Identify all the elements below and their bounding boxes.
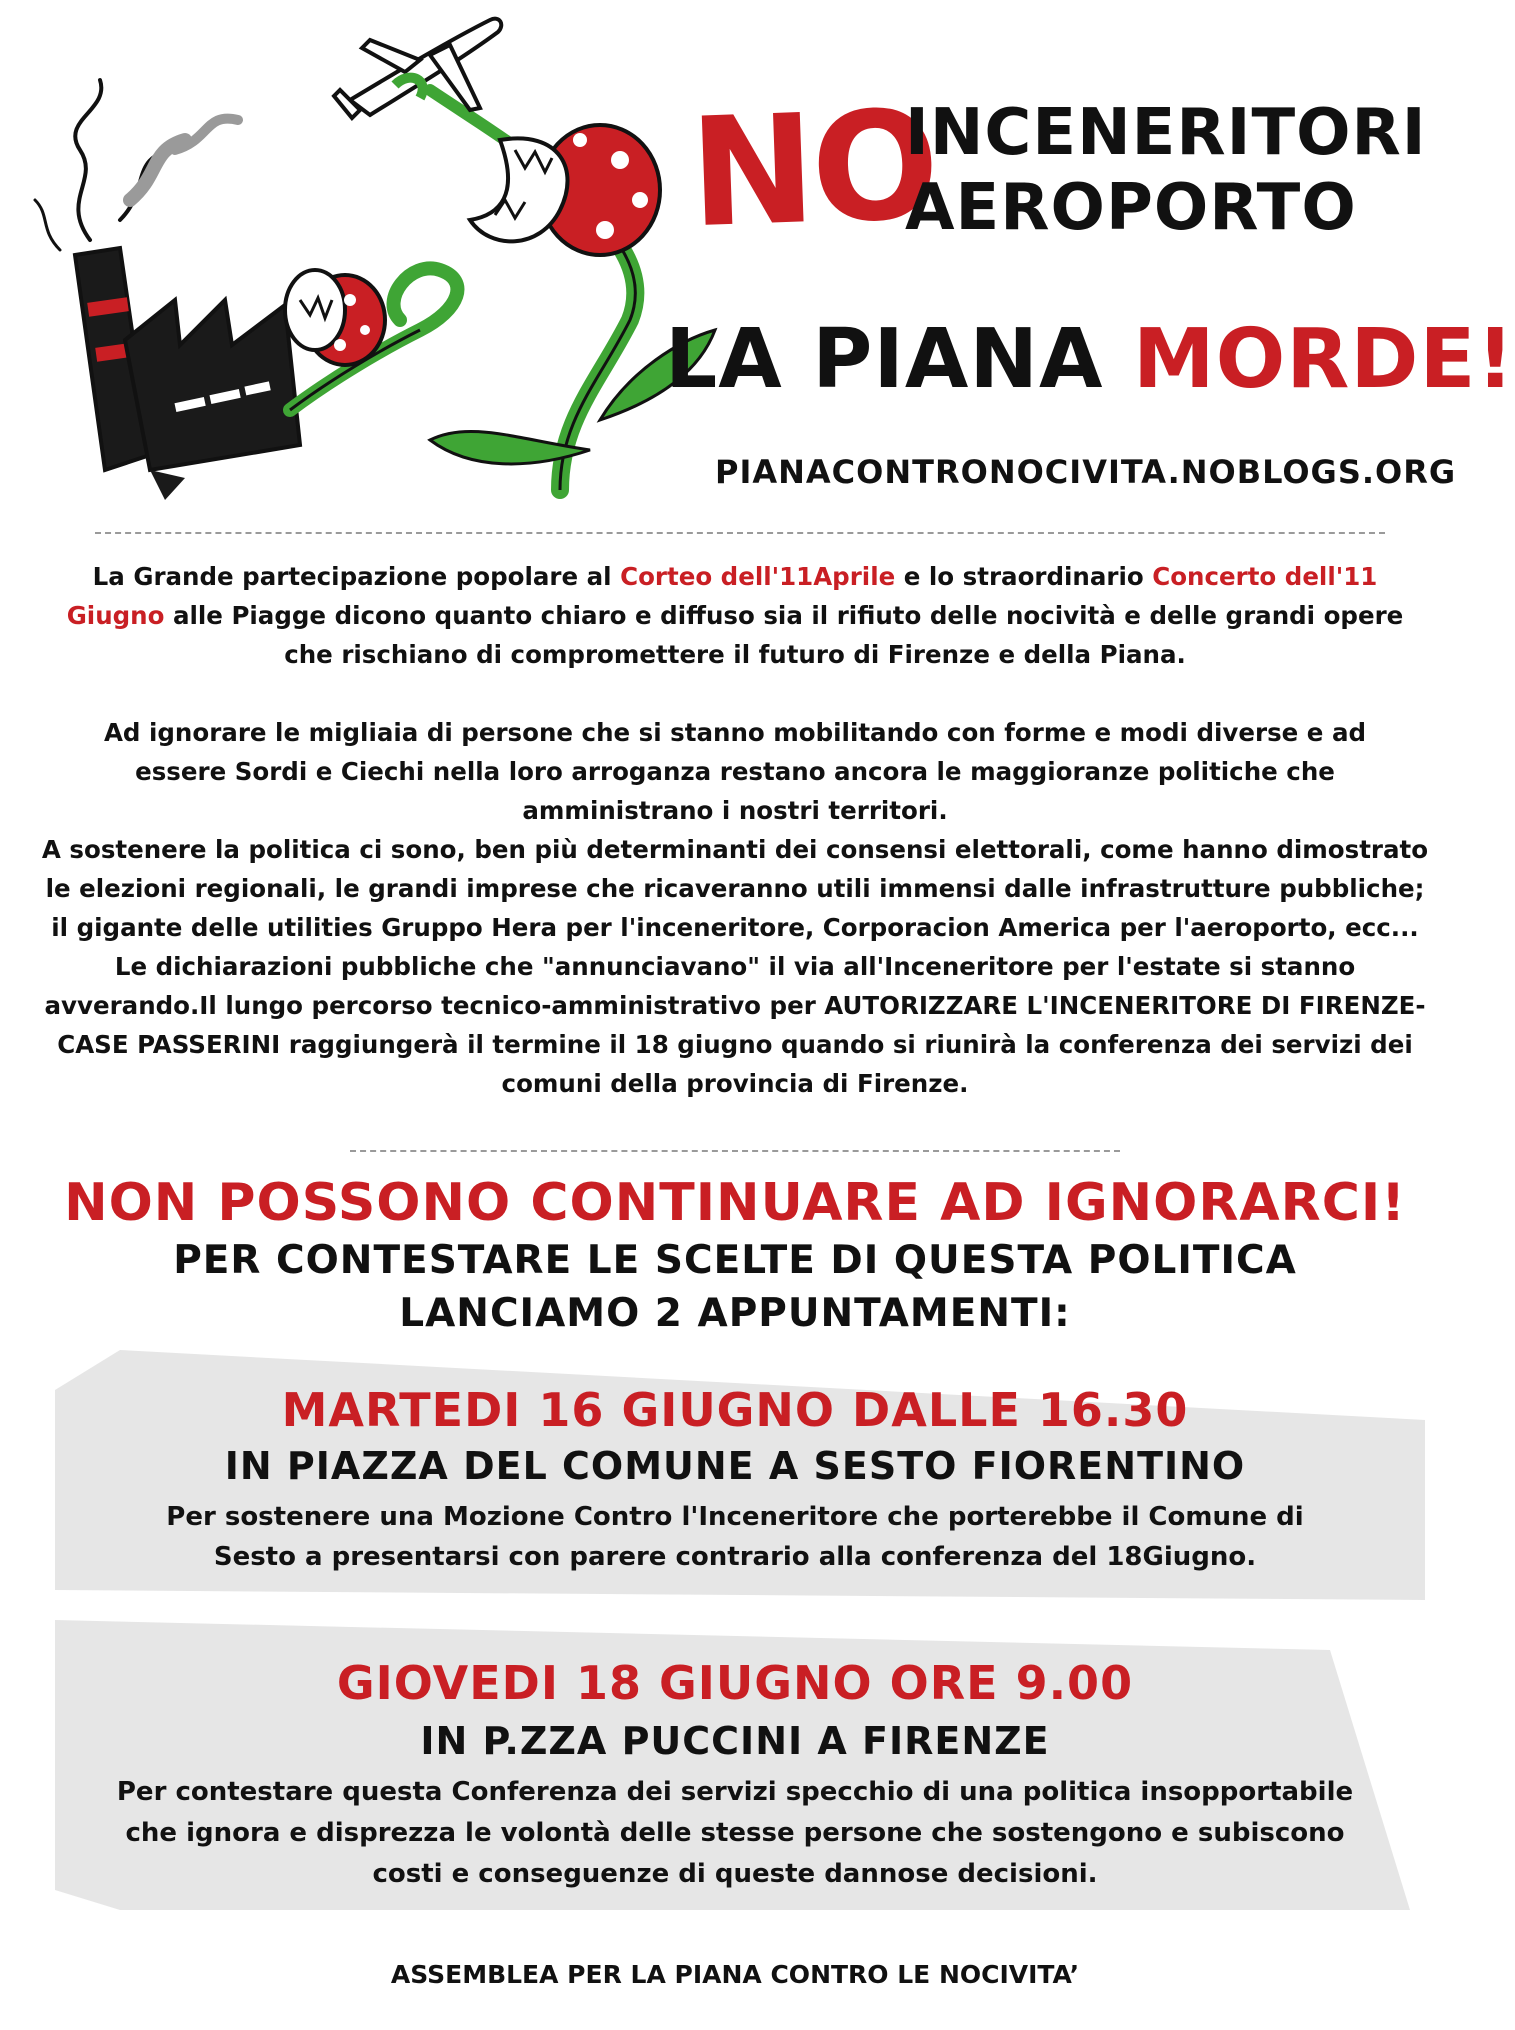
paragraph-1 [40, 557, 1430, 674]
paragraph-spacer [40, 674, 1430, 713]
event-card [0, 1620, 1470, 1920]
airplane-icon [334, 19, 501, 118]
headline: NON POSSONO CONTINUARE AD IGNORARCI! [64, 1173, 1406, 1233]
smoke-icon [35, 80, 240, 250]
divider-middle [350, 1150, 1120, 1152]
paragraph-2: Ad ignorare le migliaia di persone che si stanno mobilitando con forme e modi diverse e ad essere Sordi e Ciechi nella loro arroganza restano ancora le maggioranze politiche che amministrano i nostri territori. [103, 718, 1367, 825]
footer-signature: ASSEMBLEA PER LA PIANA CONTRO LE NOCIVITA’ [390, 1960, 1080, 1989]
paragraph-1-run: e lo straordinario [895, 562, 1153, 591]
event-place: IN PIAZZA DEL COMUNE A SESTO FIORENTINO [224, 1444, 1246, 1488]
paragraph-1-run: Concerto dell'11 Giugno [66, 562, 1378, 630]
subheadline-1: PER CONTESTARE LE SCELTE DI QUESTA POLITICA [173, 1238, 1297, 1283]
no-title: NO [687, 78, 939, 262]
intro-text [40, 557, 1430, 1103]
slogan [665, 312, 1515, 407]
paragraph-1-run: La Grande partecipazione popolare al [92, 562, 621, 591]
website-link[interactable]: PIANACONTRONOCIVITA.NOBLOGS.ORG [715, 453, 1457, 491]
divider-top [95, 532, 1385, 534]
event-date: GIOVEDI 18 GIUGNO ORE 9.00 [336, 1656, 1134, 1710]
event-description: Per sostenere una Mozione Contro l'Inceneritore che porterebbe il Comune di Sesto a presentarsi con parere contrario alla conferenza del 18Giugno. [166, 1502, 1304, 1572]
slogan-part-2: MORDE! [1132, 312, 1515, 407]
title-line-1: INCENERITORI [905, 96, 1427, 170]
paragraph-4: Le dichiarazioni pubbliche che "annunciavano" il via all'Inceneritore per l'estate si stanno avverando.Il lungo percorso tecnico-amministrativo per AUTORIZZARE L'INCENERITORE DI FIRENZE-CASE PASSERINI raggiungerà il termine il 18 giugno quando si riunirà la conferenza dei servizi dei comuni della provincia di Firenze. [44, 952, 1426, 1098]
paragraph-1-run: Corteo dell'11Aprile [620, 562, 896, 591]
event-description: Per contestare questa Conferenza dei servizi specchio di una politica insopportabile che ignora e disprezza le volontà delle stesse persone che sostengono e subiscono costi e conseguenze di queste dannose decisioni. [116, 1777, 1354, 1889]
header-illustration [0, 0, 720, 510]
event-card [0, 1350, 1470, 1600]
incinerator-icon [75, 248, 300, 500]
paragraph-3: A sostenere la politica ci sono, ben più determinanti dei consensi elettorali, come hanno dimostrato le elezioni regionali, le grandi imprese che ricaveranno utili immensi dalle infrastrutture pubbliche; il gigante delle utilities Gruppo Hera per l'inceneritore, Corporacion America per l'aeroporto, ecc... [41, 835, 1429, 942]
event-date: MARTEDI 16 GIUGNO DALLE 16.30 [281, 1383, 1189, 1437]
piranha-plant-icon [285, 268, 457, 410]
subheadline-2: LANCIAMO 2 APPUNTAMENTI: [399, 1291, 1071, 1336]
paragraph-1-run: alle Piagge dicono quanto chiaro e diffuso sia il rifiuto delle nocività e delle grandi opere che rischiano di compromettere il futuro di Firenze e della Piana. [164, 601, 1404, 669]
slogan-part-1: LA PIANA [665, 312, 1104, 407]
piranha-plant-icon [430, 90, 715, 490]
title-line-2: AEROPORTO [905, 171, 1357, 245]
event-place: IN P.ZZA PUCCINI A FIRENZE [420, 1719, 1050, 1763]
